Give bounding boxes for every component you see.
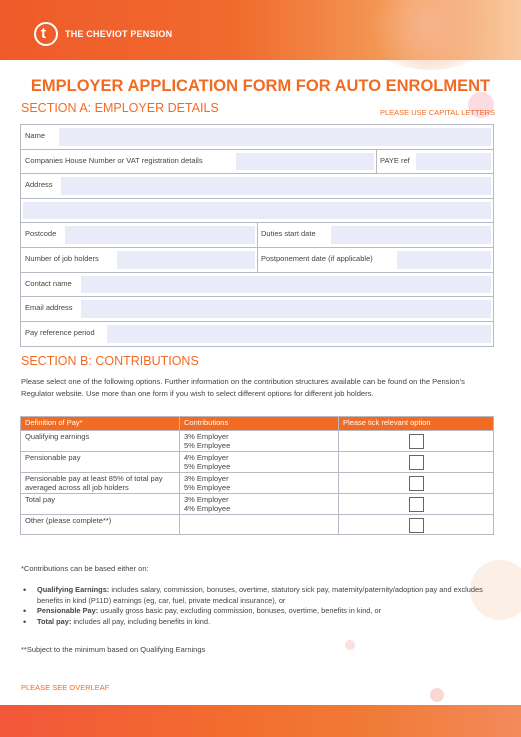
job-holders-row <box>21 248 493 273</box>
address-field-line-2[interactable] <box>23 202 491 220</box>
section-a-heading: SECTION A: EMPLOYER DETAILS <box>21 101 219 115</box>
subject-note: **Subject to the minimum based on Qualifying Earnings <box>21 645 206 654</box>
contributions-footnote: *Contributions can be based either on: <box>21 564 149 573</box>
name-label: Name <box>25 131 46 140</box>
tick-cell <box>339 452 494 473</box>
page-header <box>0 0 521 60</box>
postcode-label: Postcode <box>25 229 57 239</box>
table-row <box>21 515 494 535</box>
name-row <box>21 125 493 150</box>
email-field[interactable] <box>81 300 491 318</box>
contribution-cell: 4% Employer 5% Employee <box>180 452 339 473</box>
definition-cell: Pensionable pay <box>21 452 180 473</box>
contribution-cell: 3% Employer 4% Employee <box>180 494 339 515</box>
tick-cell <box>339 473 494 494</box>
total-pay-checkbox[interactable] <box>409 497 424 512</box>
table-row <box>21 452 494 473</box>
definition-header: Definition of Pay* <box>21 417 180 431</box>
address-row-2 <box>21 199 493 224</box>
table-row <box>21 473 494 494</box>
brand-name: THE CHEVIOT PENSION <box>65 29 173 39</box>
email-label: Email address <box>25 303 73 313</box>
table-header-row <box>21 417 494 431</box>
pay-ref-row <box>21 322 493 347</box>
paye-field[interactable] <box>416 153 491 171</box>
list-item: • Pensionable Pay: usually gross basic pay, excluding commission, bonuses, overtime, benefits in kind, or <box>21 606 491 617</box>
contact-row <box>21 273 493 298</box>
job-holders-field[interactable] <box>117 251 255 269</box>
job-holders-label: Number of job holders <box>25 253 99 263</box>
table-row <box>21 431 494 452</box>
list-item: • Total pay: includes all pay, including benefits in kind. <box>21 617 491 628</box>
page-footer <box>0 705 521 737</box>
pay-ref-field[interactable] <box>107 325 491 344</box>
other-checkbox[interactable] <box>409 518 424 533</box>
name-field[interactable] <box>59 128 491 146</box>
postponement-label: Postponement date (if applicable) <box>261 253 373 263</box>
pay-ref-label: Pay reference period <box>25 327 95 337</box>
form-title: EMPLOYER APPLICATION FORM FOR AUTO ENROLMENT <box>30 77 491 95</box>
tick-cell <box>339 515 494 535</box>
paye-label: PAYE ref <box>380 155 410 165</box>
tick-header: Please tick relevant option <box>339 417 494 431</box>
list-item: • Qualifying Earnings: includes salary, commission, bonuses, overtime, statutory sick pay, maternity/paternity/adoption pay and excludes benefits in kind (P11D) earnings (eg, car, fuel, private medical insurance), or <box>21 585 491 606</box>
postcode-row <box>21 223 493 248</box>
contributions-header: Contributions <box>180 417 339 431</box>
tick-cell <box>339 431 494 452</box>
definition-cell: Total pay <box>21 494 180 515</box>
pay-definitions-list <box>21 585 491 627</box>
pensionable-pay-85-checkbox[interactable] <box>409 476 424 491</box>
tick-cell <box>339 494 494 515</box>
email-row <box>21 297 493 322</box>
duties-start-label: Duties start date <box>261 229 316 239</box>
definition-cell: Qualifying earnings <box>21 431 180 452</box>
contact-name-field[interactable] <box>81 276 491 294</box>
header-decoration <box>360 0 500 70</box>
postponement-field[interactable] <box>397 251 491 269</box>
contribution-cell: 3% Employer 5% Employee <box>180 473 339 494</box>
definition-cell: Pensionable pay at least 85% of total pay averaged across all job holders <box>21 473 180 494</box>
decorative-circle <box>345 640 355 650</box>
company-number-label: Companies House Number or VAT registration details <box>25 155 203 165</box>
section-b-heading: SECTION B: CONTRIBUTIONS <box>21 354 199 368</box>
duties-start-field[interactable] <box>331 226 491 244</box>
employer-details-form <box>20 124 494 347</box>
contribution-cell: 3% Employer 5% Employee <box>180 431 339 452</box>
other-contribution-input[interactable] <box>180 515 339 535</box>
decorative-circle <box>430 688 444 702</box>
postcode-field[interactable] <box>65 226 255 244</box>
section-b-intro: Please select one of the following options. Further information on the contribution structures available can be found on the Pension’s Regulator website. Use more than one form if you wish to select different options for different job holders. <box>21 377 465 398</box>
table-row <box>21 494 494 515</box>
contact-name-label: Contact name <box>25 278 72 288</box>
qualifying-earnings-checkbox[interactable] <box>409 434 424 449</box>
definition-cell: Other (please complete**) <box>21 515 180 535</box>
see-overleaf-note: PLEASE SEE OVERLEAF <box>21 683 110 692</box>
company-number-field[interactable] <box>236 153 374 171</box>
address-row-1 <box>21 174 493 199</box>
company-row <box>21 150 493 175</box>
address-field-line-1[interactable] <box>61 177 491 195</box>
capital-letters-note: PLEASE USE CAPITAL LETTERS <box>380 108 496 117</box>
contributions-table <box>20 416 494 535</box>
cheviot-logo-icon: t <box>34 22 58 46</box>
address-label: Address <box>25 180 53 190</box>
pensionable-pay-checkbox[interactable] <box>409 455 424 470</box>
